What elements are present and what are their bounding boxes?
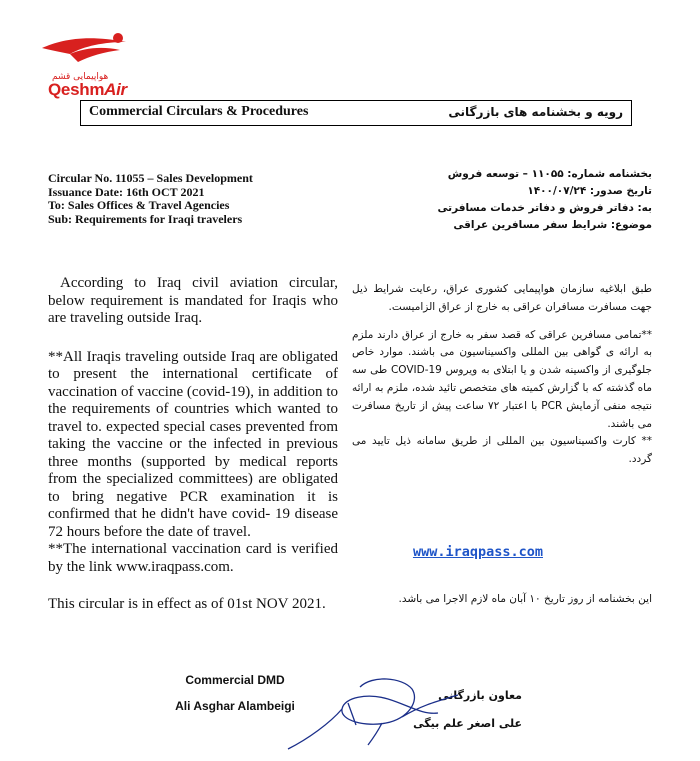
subject: Sub: Requirements for Iraqi travelers <box>48 211 243 226</box>
qeshm-air-bird-icon <box>40 26 130 66</box>
circular-number-fa: بخشنامه شماره: ۱۱۰۵۵ – توسعه فروش <box>447 168 652 180</box>
logo-text-english <box>48 80 127 100</box>
issuance-date: Issuance Date: 16th OCT 2021 <box>48 184 205 199</box>
intro-paragraph: According to Iraq civil aviation circular, below requirement is mandated for Iraqis who are traveling outside Iraq. <box>48 275 338 326</box>
signatory-title: Commercial DMD <box>185 673 285 687</box>
company-logo <box>40 20 160 100</box>
signatory-name-fa: علی اصغر علم بیگی <box>413 717 522 730</box>
circular-meta-persian <box>352 166 652 234</box>
requirement-paragraph: **All Iraqis traveling outside Iraq are obligated to present the international certificate of vaccination of vaccine (covid-19), in addition to the requirements of countries which wanted to travel to. expected special cases prevented from taking the vaccine or the infected in previous three months (supported by medical reports from the specialized committees) are obligated to bring negative PCR examination it is confirmed that he didn't have covid- 19 disease 72 hours before the date of travel. <box>48 348 338 540</box>
circular-meta-english <box>48 172 348 226</box>
effective-date-fa: این بخشنامه از روز تاریخ ۱۰ آبان ماه لازم الاجرا می باشد. <box>398 593 652 605</box>
signatory-title-fa: معاون بازرگانی <box>438 689 522 702</box>
header-title-persian: رویه و بخشنامه های بازرگانی <box>448 105 623 119</box>
body-english <box>48 275 338 614</box>
circular-number: Circular No. 11055 – Sales Development <box>48 171 253 185</box>
iraqpass-link[interactable]: www.iraqpass.com <box>412 544 543 560</box>
intro-paragraph-fa: طبق ابلاغیه سازمان هواپیمایی کشوری عراق، رعایت شرایط ذیل جهت مسافرت مسافران عراقی به خارج از عراق الزامیست. <box>352 283 652 313</box>
handwritten-signature <box>282 665 462 750</box>
logo-text-air: Air <box>104 80 127 99</box>
requirement-paragraph-fa: **تمامی مسافرین عراقی که قصد سفر به خارج از عراق دارند ملزم به ارائه ی گواهی بین المللی واکسیناسیون می باشند. موارد خاص جلوگیری از واکسینه شدن و یا ابتلای به ویروس COVID-19 طی سه ماه گذشته که با گزارش کمیته های متخصص تائید شده، ملزم به ارائه نتیجه منفی آزمایش PCR با اعتبار ۷۲ ساعت پیش از تاریخ مسافرت می باشند. <box>352 328 652 430</box>
header-title-english: Commercial Circulars & Procedures <box>89 104 309 119</box>
signatory-name: Ali Asghar Alambeigi <box>175 699 295 713</box>
recipients-fa: به: دفاتر فروش و دفاتر خدمات مسافرتی <box>437 202 652 214</box>
logo-text-persian: هواپیمایی قشم <box>52 72 109 82</box>
verification-paragraph-fa: ** کارت واکسیناسیون بین المللی از طریق سامانه ذیل تایید می گردد. <box>352 435 652 466</box>
issue-date-fa: تاریخ صدور: ۱۴۰۰/۰۷/۲۴ <box>527 185 652 197</box>
recipients: To: Sales Offices & Travel Agencies <box>48 198 230 212</box>
body-persian <box>352 281 652 469</box>
effective-date-paragraph: This circular is in effect as of 01st NOV 2021. <box>48 596 326 612</box>
logo-text-qeshm: Qeshm <box>48 80 105 99</box>
document-header <box>80 100 632 126</box>
subject-fa: موضوع: شرایط سفر مسافرین عراقی <box>453 219 652 231</box>
verification-paragraph: **The international vaccination card is verified by the link www.iraqpass.com. <box>48 541 338 575</box>
